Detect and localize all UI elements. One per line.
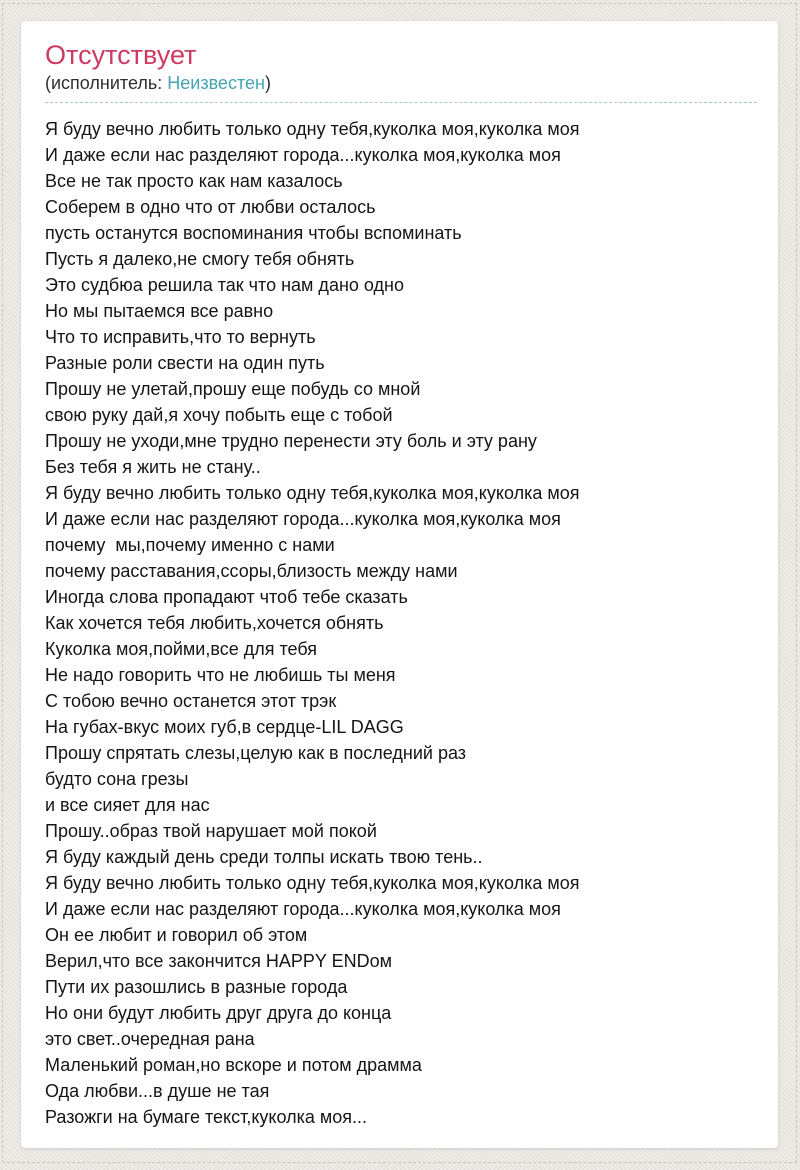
lyric-line: Я буду вечно любить только одну тебя,куколка моя,куколка моя (45, 119, 580, 139)
lyrics-card (21, 21, 778, 1148)
lyric-line: Прошу..образ твой нарушает мой покой (45, 821, 377, 841)
lyric-line: Ода любви...в душе не тая (45, 1081, 270, 1101)
lyric-line: свою руку дай,я хочу побыть еще с тобой (45, 405, 393, 425)
artist-line-prefix: (исполнитель: (45, 73, 168, 93)
artist-line (45, 73, 757, 103)
lyric-line: Соберем в одно что от любви осталось (45, 197, 376, 217)
lyric-line: И даже если нас разделяют города...куколка моя,куколка моя (45, 509, 561, 529)
lyric-line: Пути их разошлись в разные города (45, 977, 348, 997)
lyric-line: Все не так просто как нам казалось (45, 171, 343, 191)
lyric-line: Что то исправить,что то вернуть (45, 327, 316, 347)
lyric-line: Но они будут любить друг друга до конца (45, 1003, 392, 1023)
lyrics-text (45, 116, 757, 1130)
lyric-line: Не надо говорить что не любишь ты меня (45, 665, 396, 685)
lyric-line: Прошу не уходи,мне трудно перенести эту боль и эту рану (45, 431, 537, 451)
lyric-line: Прошу не улетай,прошу еще побудь со мной (45, 379, 421, 399)
lyric-line: это свет..очередная рана (45, 1029, 255, 1049)
lyric-line: будто сона грезы (45, 769, 189, 789)
lyric-line: Он ее любит и говорил об этом (45, 925, 308, 945)
lyric-line: Без тебя я жить не стану.. (45, 457, 261, 477)
lyric-line: Я буду вечно любить только одну тебя,куколка моя,куколка моя (45, 873, 580, 893)
lyric-line: почему мы,почему именно с нами (45, 535, 335, 555)
lyric-line: Разожги на бумаге текст,куколка моя... (45, 1107, 368, 1127)
lyric-line: Куколка моя,пойми,все для тебя (45, 639, 317, 659)
lyric-line: Как хочется тебя любить,хочется обнять (45, 613, 384, 633)
lyric-line: и все сияет для нас (45, 795, 210, 815)
lyric-line: Маленький роман,но вскоре и потом драмма (45, 1055, 422, 1075)
lyric-line: Я буду каждый день среди толпы искать твою тень.. (45, 847, 483, 867)
lyric-line: Я буду вечно любить только одну тебя,куколка моя,куколка моя (45, 483, 580, 503)
lyric-line: Иногда слова пропадают чтоб тебе сказать (45, 587, 408, 607)
lyric-line: Прошу спрятать слезы,целую как в последний раз (45, 743, 467, 763)
lyric-line: На губах-вкус моих губ,в сердце-LIL DAGG (45, 717, 404, 737)
page-title: Отсутствует (45, 40, 197, 70)
lyric-line: почему расставания,ссоры,близость между нами (45, 561, 458, 581)
lyric-line: И даже если нас разделяют города...куколка моя,куколка моя (45, 899, 561, 919)
artist-link[interactable]: Неизвестен (167, 73, 265, 93)
lyric-line: Но мы пытаемся все равно (45, 301, 274, 321)
artist-line-suffix: ) (264, 73, 271, 93)
lyric-line: Верил,что все закончится HAPPY ENDом (45, 951, 392, 971)
lyric-line: Пусть я далеко,не смогу тебя обнять (45, 249, 355, 269)
lyric-line: С тобою вечно останется этот трэк (45, 691, 337, 711)
lyric-line: И даже если нас разделяют города...куколка моя,куколка моя (45, 145, 561, 165)
lyric-line: Это судбюа решила так что нам дано одно (45, 275, 404, 295)
lyric-line: Разные роли свести на один путь (45, 353, 325, 373)
lyric-line: пусть останутся воспоминания чтобы вспоминать (45, 223, 462, 243)
